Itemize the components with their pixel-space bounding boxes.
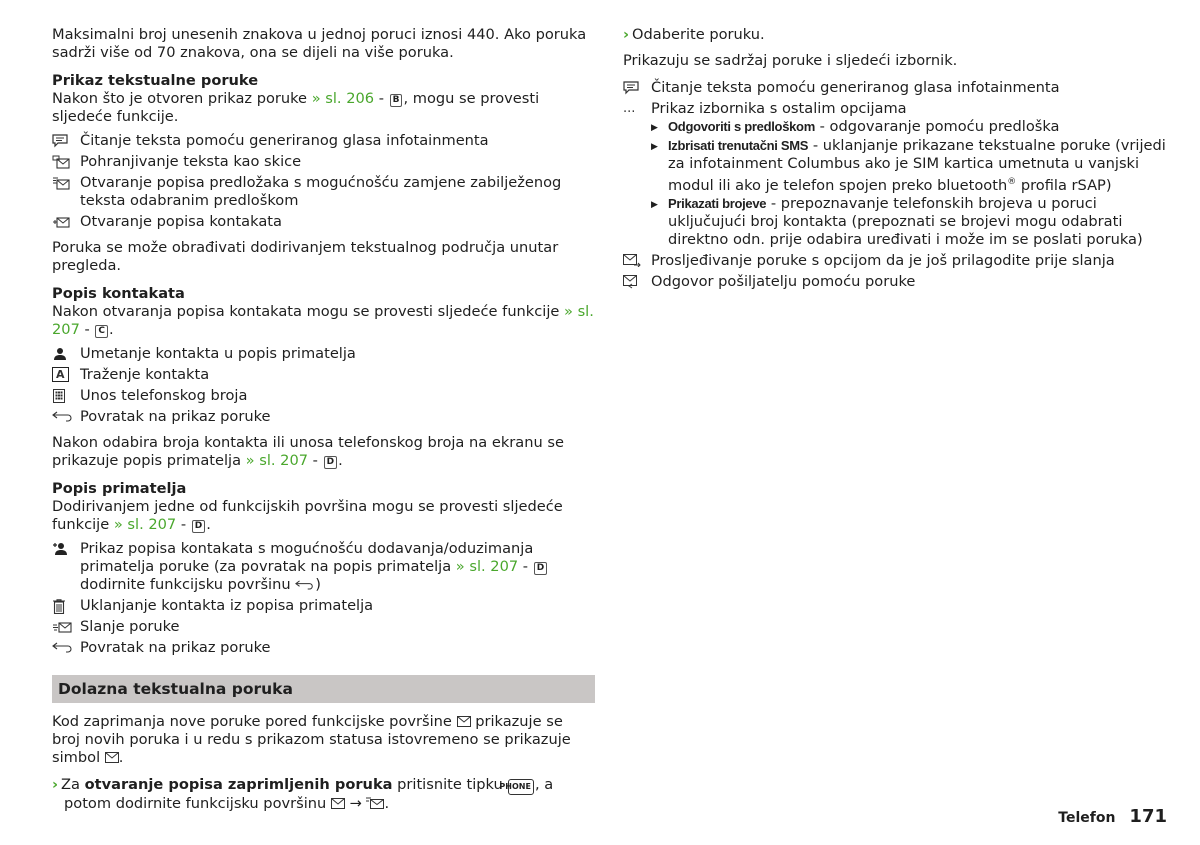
- incoming-paragraph: Kod zaprimanja nove poruke pored funkcijske površine prikazuje se broj novih poruka i u redu s prikazom statusa istovremeno se prikazuje simbol .: [52, 713, 571, 766]
- list-item: Otvaranje popisa kontakata: [52, 213, 595, 231]
- speech-bubble-icon: [623, 79, 651, 95]
- envelope-icon: [105, 749, 119, 766]
- envelope-icon: [331, 795, 345, 812]
- message-menu-list: [623, 79, 1168, 291]
- more-options-icon: ...: [623, 101, 636, 116]
- return-arrow-icon: [295, 576, 315, 593]
- page-footer: [1058, 808, 1167, 827]
- figure-link[interactable]: » sl. 207: [52, 303, 594, 338]
- sublist-item: ▶ Prikazati brojeve - prepoznavanje telefonskih brojeva u poruci uključujući broj kontakta (prepoznati se brojevi mogu odabrati direktno odn. prije odabira uređivati i može im se poslati poruka): [651, 194, 1143, 248]
- list-item: Slanje poruke: [52, 618, 595, 636]
- list-item: Prikaz popisa kontakata s mogućnošću dodavanja/oduzimanja primatelja poruke (za povratak na popis primatelja » sl. 207 - D dodirnite funkcijsku površinu ): [52, 540, 595, 594]
- send-mail-icon: [52, 618, 80, 634]
- callout-key: D: [324, 456, 337, 469]
- figure-link[interactable]: » sl. 206: [311, 90, 375, 107]
- intro-paragraph: Maksimalni broj unesenih znakova u jednoj poruci iznosi 440. Ako poruka sadrži više od 70 znakova, ona se dijeli na više poruka.: [52, 26, 587, 61]
- contacts-mail-icon: [52, 213, 80, 229]
- page-number: 171: [1129, 806, 1167, 827]
- keypad-icon: [52, 387, 80, 403]
- list-item: Otvaranje popisa predložaka s mogućnošću zamjene zabilježenog teksta odabranim predloškom: [52, 174, 595, 210]
- prikaz-function-list: [52, 132, 595, 231]
- callout-key: C: [95, 325, 108, 338]
- figure-link[interactable]: » sl. 207: [245, 452, 309, 469]
- kontakti-intro: Nakon otvaranja popisa kontakata mogu se provesti sljedeće funkcije » sl. 207 - C .: [52, 303, 594, 338]
- person-add-icon: [52, 540, 80, 556]
- list-item: Čitanje teksta pomoću generiranog glasa infotainmenta: [52, 132, 595, 150]
- figure-link[interactable]: » sl. 207: [455, 558, 519, 575]
- inbox-list-icon: [366, 795, 384, 812]
- left-column: [52, 26, 595, 813]
- trash-icon: [52, 597, 80, 614]
- list-item: Prosljeđivanje poruke s opcijom da je još prilagodite prije slanja: [623, 252, 1168, 270]
- save-draft-icon: [52, 153, 80, 169]
- figure-link[interactable]: » sl. 207: [113, 516, 177, 533]
- shows-paragraph: Prikazuju se sadržaj poruke i sljedeći izbornik.: [623, 52, 958, 69]
- list-item: Unos telefonskog broja: [52, 387, 595, 405]
- primatelji-intro: Dodirivanjem jedne od funkcijskih površina mogu se provesti sljedeće funkcije » sl. 207 - D .: [52, 498, 563, 533]
- list-item: Uklanjanje kontakta iz popisa primatelja: [52, 597, 595, 615]
- phone-key: PHONE: [508, 779, 534, 795]
- forward-mail-icon: [623, 252, 651, 267]
- prikaz-intro: Nakon što je otvoren prikaz poruke » sl. 206 - B , mogu se provesti sljedeće funkcije.: [52, 90, 540, 125]
- reply-mail-icon: [623, 273, 651, 289]
- search-a-icon: A: [52, 366, 80, 384]
- list-item: Odgovor pošiljatelju pomoću poruke: [623, 273, 1168, 291]
- list-item: Umetanje kontakta u popis primatelja: [52, 345, 595, 363]
- step-open-inbox: › Za otvaranje popisa zaprimljenih poruka pritisnite tipku PHONE , a potom dodirnite funkcijsku površinu → .: [52, 776, 554, 812]
- envelope-icon: [457, 713, 471, 730]
- triangle-bullet-icon: ▶: [651, 142, 658, 152]
- step-arrow-icon: ›: [52, 776, 59, 793]
- step-select-message: › Odaberite poruku.: [623, 26, 765, 43]
- return-arrow-icon: [52, 639, 80, 653]
- list-item: Čitanje teksta pomoću generiranog glasa infotainmenta: [623, 79, 1168, 97]
- section-title: Dolazna tekstualna poruka: [52, 675, 595, 703]
- kontakti-after: Nakon odabira broja kontakta ili unosa telefonskog broja na ekranu se prikazuje popis primatelja » sl. 207 - D .: [52, 434, 564, 469]
- callout-key: D: [192, 520, 205, 533]
- callout-key: D: [534, 562, 547, 575]
- list-item: ... Prikaz izbornika s ostalim opcijama: [623, 100, 907, 117]
- heading-primatelji: Popis primatelja: [52, 480, 187, 497]
- primatelji-function-list: [52, 540, 595, 657]
- triangle-bullet-icon: ▶: [651, 199, 658, 210]
- kontakti-function-list: [52, 345, 595, 426]
- person-icon: [52, 345, 80, 361]
- right-column: [623, 26, 1168, 299]
- list-item: Povratak na prikaz poruke: [52, 639, 595, 657]
- footer-section-name: Telefon: [1058, 810, 1116, 826]
- callout-key: B: [390, 94, 403, 107]
- more-options-sublist: [651, 118, 1168, 249]
- return-arrow-icon: [52, 408, 80, 422]
- speech-bubble-icon: [52, 132, 80, 148]
- list-item: A Traženje kontakta: [52, 366, 595, 384]
- triangle-bullet-icon: ▶: [651, 123, 658, 133]
- sublist-item: ▶ Izbrisati trenutačni SMS - uklanjanje prikazane tekstualne poruke (vrijedi za infotainment Columbus ako je SIM kartica umetnuta u vanjski modul ili ako je telefon spojen preko bluetooth® profila rSAP): [651, 137, 1166, 194]
- list-item: Pohranjivanje teksta kao skice: [52, 153, 595, 171]
- prikaz-after: Poruka se može obrađivati dodirivanjem tekstualnog područja unutar pregleda.: [52, 239, 559, 274]
- heading-prikaz: Prikaz tekstualne poruke: [52, 72, 259, 89]
- sublist-item: ▶ Odgovoriti s predloškom - odgovaranje pomoću predloška: [651, 118, 1060, 135]
- template-icon: [52, 174, 80, 190]
- step-arrow-icon: ›: [623, 26, 630, 43]
- heading-kontakti: Popis kontakata: [52, 285, 185, 302]
- list-item: Povratak na prikaz poruke: [52, 408, 595, 426]
